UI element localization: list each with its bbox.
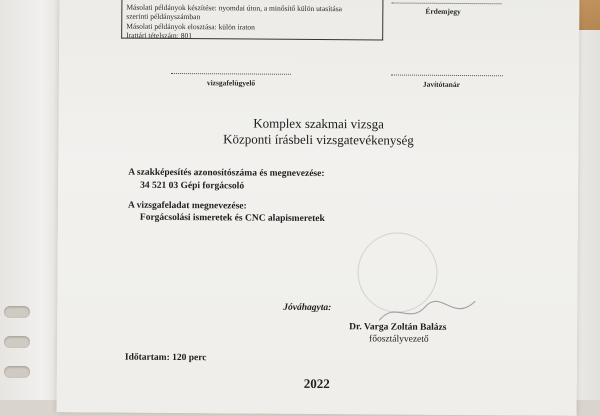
task-value: Forgácsolási ismeretek és CNC alapismeretek (139, 212, 325, 225)
corrector-dotted-line (391, 75, 503, 77)
info-line: szerinti példányszámban (126, 11, 201, 22)
exam-year: 2022 (303, 375, 330, 392)
exam-title: Komplex szakmai vizsga (253, 115, 384, 132)
qualification-value: 34 521 03 Gépi forgácsoló (140, 180, 245, 192)
punch-hole (4, 306, 30, 318)
qualification-label: A szakképesítés azonosítószáma és megnevezése: (128, 167, 325, 180)
info-line: Irattári tételszám: 801 (126, 30, 193, 41)
exam-cover-sheet (57, 0, 580, 416)
approver-name: Dr. Varga Zoltán Balázs (349, 322, 447, 333)
corrector-label: Javítótanár (422, 79, 460, 89)
grade-dotted-line (391, 3, 501, 5)
grade-label: Érdemjegy (425, 6, 461, 16)
approval-label: Jóváhagyta: (283, 302, 332, 314)
document-info-box (121, 0, 383, 40)
supervisor-dotted-line (171, 73, 291, 75)
info-line: Másolati példányok elosztása: külön iraton (126, 21, 256, 32)
supervisor-label: vizsgafelügyelő (206, 78, 256, 88)
punch-hole (4, 336, 30, 348)
info-line: Másolati példányok készítése: nyomdai úton, a minősítő külön utasítása (126, 2, 342, 13)
duration-text: Időtartam: 120 perc (124, 352, 207, 364)
task-label: A vizsgafeladat megnevezése: (127, 200, 247, 212)
exam-subtitle: Központi írásbeli vizsgatevékenység (223, 131, 414, 148)
approver-position: főosztályvezető (369, 334, 429, 345)
punch-hole (4, 366, 30, 378)
punch-holes (0, 300, 60, 400)
